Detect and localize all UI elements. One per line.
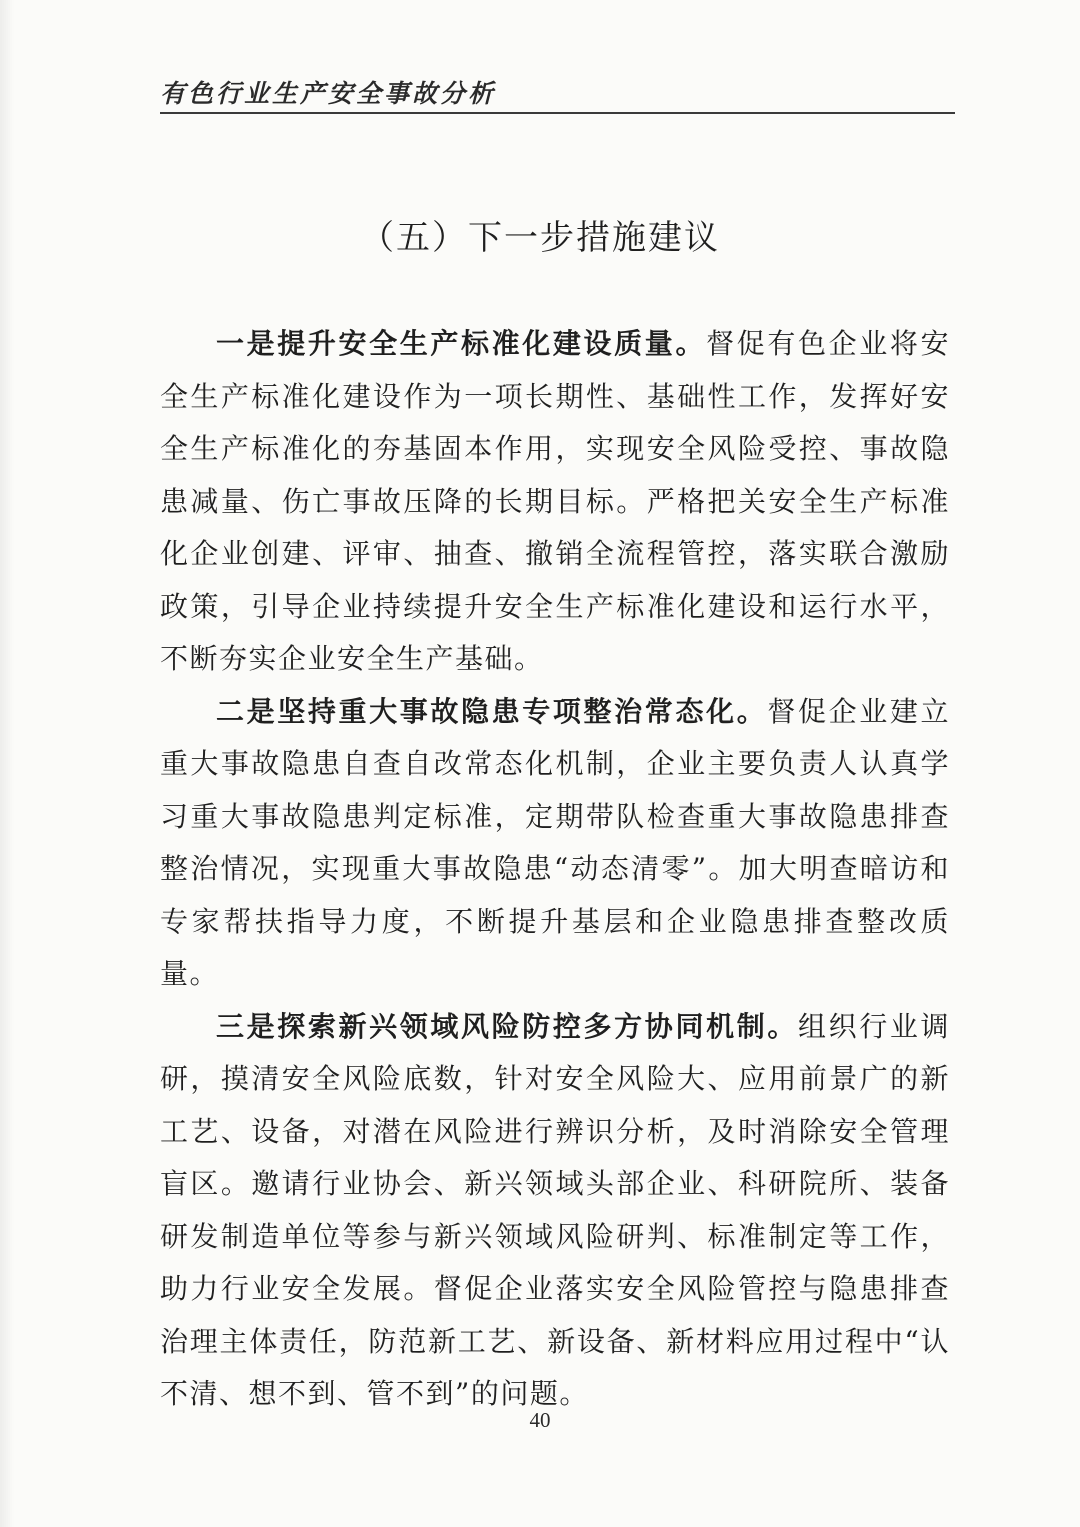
paragraph-2-text: 督促企业建立重大事故隐患自查自改常态化机制，企业主要负责人认真学习重大事故隐患判定标准，定期带队检查重大事故隐患排查整治情况，实现重大事故隐患“动态清零”。加大明查暗访和专家帮扶指导力度，不断提升基层和企业隐患排查整改质量。: [160, 694, 950, 990]
paragraph-3-text: 组织行业调研，摸清安全风险底数，针对安全风险大、应用前景广的新工艺、设备，对潜在风险进行辨识分析，及时消除安全管理盲区。邀请行业协会、新兴领域头部企业、科研院所、装备研发制造单位等参与新兴领域风险研判、标准制定等工作，助力行业安全发展。督促企业落实安全风险管控与隐患排查治理主体责任，防范新工艺、新设备、新材料应用过程中“认不清、想不到、管不到”的问题。: [160, 1009, 950, 1410]
paragraph-1-lead: 一是提升安全生产标准化建设质量。: [216, 327, 707, 360]
paragraph-1-text: 督促有色企业将安全生产标准化建设作为一项长期性、基础性工作，发挥好安全生产标准化的夯基固本作用，实现安全风险受控、事故隐患减量、伤亡事故压降的长期目标。严格把关安全生产标准化企业创建、评审、抽查、撤销全流程管控，落实联合激励政策，引导企业持续提升安全生产标准化建设和运行水平，不断夯实企业安全生产基础。: [160, 327, 950, 675]
paragraph-1: [160, 318, 950, 686]
header-rule: [160, 112, 955, 114]
paragraph-3-lead: 三是探索新兴领域风险防控多方协同机制。: [216, 1009, 798, 1043]
section-heading: （五）下一步措施建议: [360, 218, 720, 258]
body-text: [160, 318, 950, 1421]
paragraph-2: [160, 686, 950, 1001]
paragraph-2-lead: 二是坚持重大事故隐患专项整治常态化。: [216, 694, 768, 728]
paragraph-3: [160, 1001, 950, 1421]
running-header: 有色行业生产安全事故分析: [160, 79, 497, 108]
page-number: 40: [529, 1408, 551, 1432]
